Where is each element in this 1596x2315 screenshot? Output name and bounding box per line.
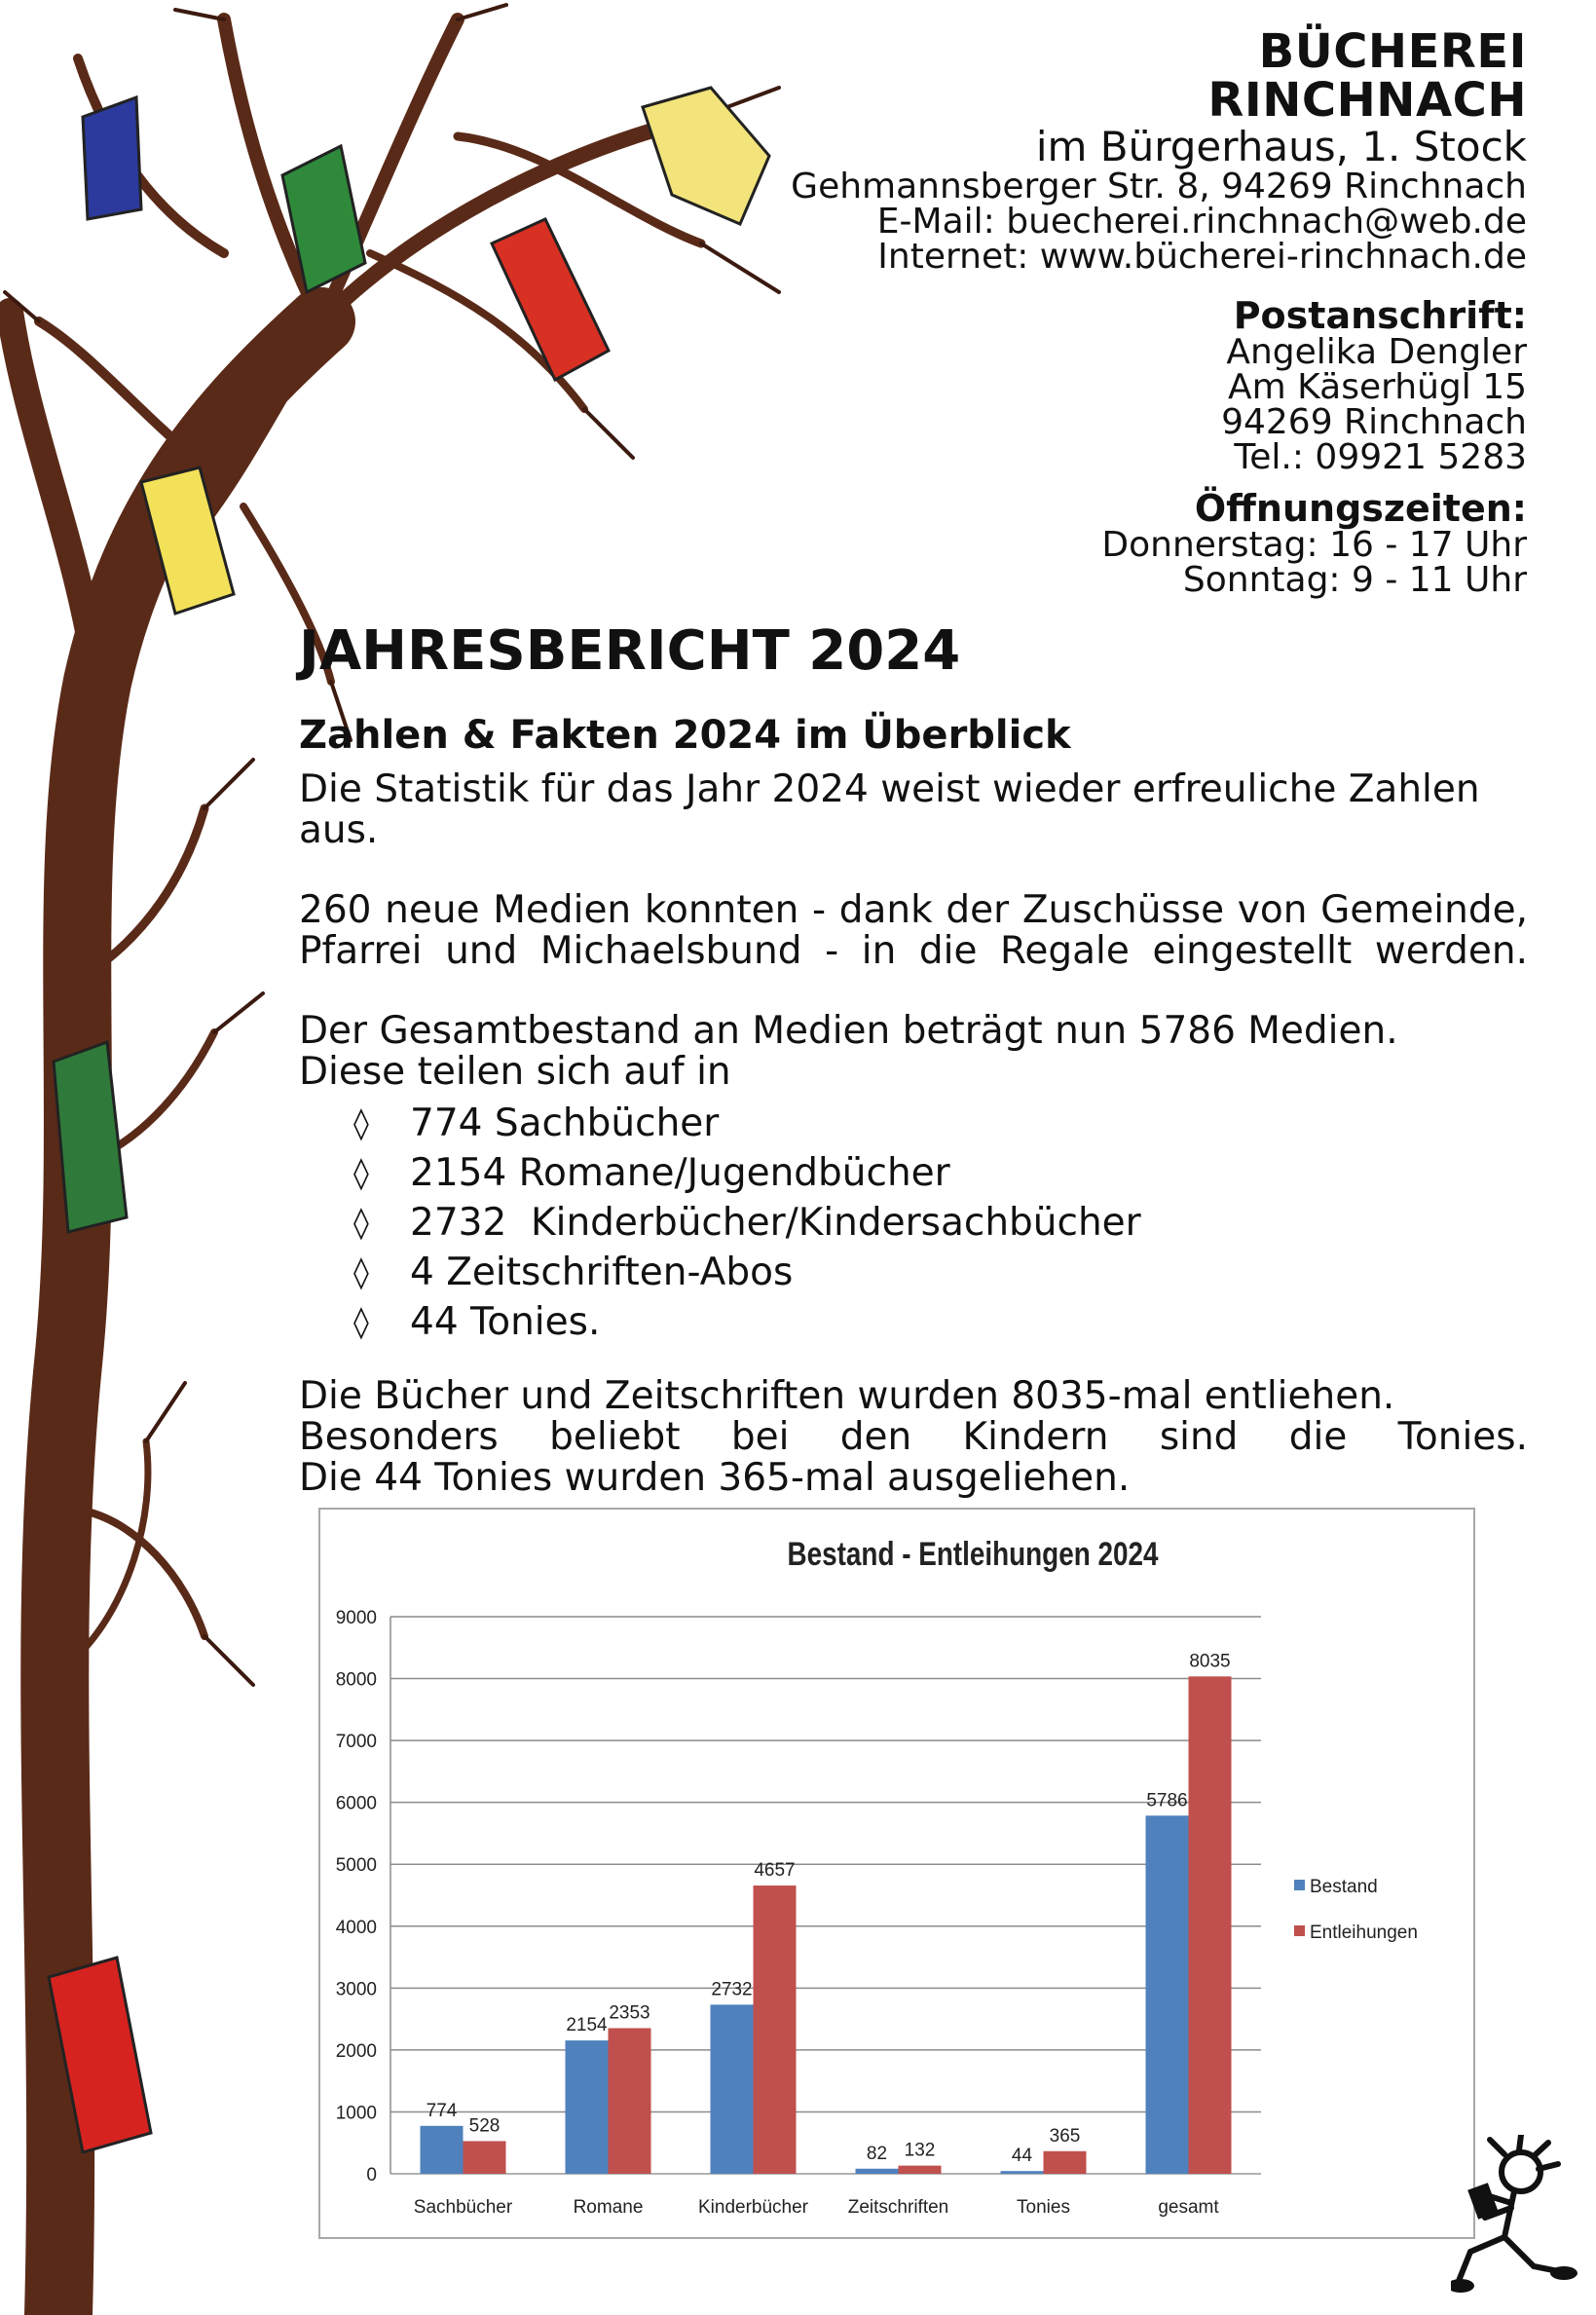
report-subtitle: Zahlen & Fakten 2024 im Überblick — [299, 713, 1071, 758]
postal-street: Am Käserhügl 15 — [1228, 367, 1527, 407]
data-label: 2154 — [566, 2015, 608, 2036]
paragraph-new-media-line-2: Pfarrei und Michaelsbund - in die Regale eingestellt werden. — [299, 929, 1528, 973]
paragraph-loans-line-3: Die 44 Tonies wurden 365-mal ausgeliehen. — [299, 1456, 1131, 1500]
hours-line-1: Donnerstag: 16 - 17 Uhr — [1101, 525, 1527, 565]
x-tick-label: Zeitschriften — [847, 2197, 949, 2218]
bar-bestand — [1001, 2171, 1044, 2174]
data-label: 528 — [468, 2115, 501, 2137]
x-tick-label: Sachbücher — [413, 2197, 513, 2218]
postal-phone: Tel.: 09921 5283 — [1234, 437, 1527, 477]
hours-title: Öffnungszeiten: — [1194, 487, 1527, 530]
list-item: ◊ 4 Zeitschriften-Abos — [353, 1248, 1528, 1297]
data-label: 365 — [1049, 2125, 1081, 2147]
bar-entleihungen — [899, 2166, 942, 2174]
x-tick-label: Romane — [573, 2197, 644, 2218]
bar-bestand — [856, 2169, 899, 2174]
data-label: 774 — [426, 2100, 458, 2121]
y-tick-label: 1000 — [335, 2103, 377, 2124]
library-website: Internet: www.bücherei-rinchnach.de — [877, 237, 1527, 277]
library-name-line2: RINCHNACH — [1207, 73, 1527, 128]
list-item: ◊ 2154 Romane/Jugendbücher — [353, 1148, 1528, 1198]
postal-name: Angelika Dengler — [1226, 332, 1527, 372]
list-item: ◊ 44 Tonies. — [353, 1297, 1528, 1347]
bar-entleihungen — [464, 2141, 506, 2174]
y-tick-label: 5000 — [335, 1855, 377, 1877]
data-label: 4657 — [754, 1860, 796, 1882]
data-label: 44 — [1011, 2146, 1033, 2167]
bar-bestand — [1146, 1815, 1189, 2174]
bar-bestand — [421, 2126, 464, 2174]
bar-bestand — [566, 2040, 609, 2174]
library-name-line1: BÜCHEREI — [1258, 24, 1527, 79]
chart-canvas — [320, 1510, 1473, 2237]
bar-entleihungen — [1044, 2151, 1087, 2174]
legend-swatch — [1294, 1925, 1305, 1936]
report-body — [299, 616, 1528, 1499]
library-street: Gehmannsberger Str. 8, 94269 Rinchnach — [791, 167, 1527, 206]
data-label: 82 — [866, 2143, 888, 2164]
list-item: ◊ 774 Sachbücher — [353, 1099, 1528, 1148]
bar-entleihungen — [1189, 1676, 1232, 2174]
x-tick-label: Kinderbücher — [697, 2197, 809, 2218]
hours-line-2: Sonntag: 9 - 11 Uhr — [1182, 560, 1527, 600]
paragraph-inventory-line-1: Der Gesamtbestand an Medien beträgt nun 5786 Medien. — [299, 1009, 1398, 1053]
legend-label: Bestand — [1310, 1877, 1378, 1897]
legend-label: Entleihungen — [1310, 1923, 1418, 1943]
data-label: 2732 — [711, 1979, 753, 2000]
data-label: 132 — [904, 2140, 936, 2161]
report-title: JAHRESBERICHT 2024 — [299, 619, 961, 683]
bullet-icon: ◊ — [353, 1303, 369, 1340]
bullet-icon: ◊ — [353, 1253, 369, 1290]
bullet-icon: ◊ — [353, 1154, 369, 1191]
list-item: ◊ 2732 Kinderbücher/Kindersachbücher — [353, 1198, 1528, 1248]
y-tick-label: 9000 — [335, 1608, 377, 1628]
x-tick-label: Tonies — [1017, 2197, 1070, 2218]
bullet-icon: ◊ — [353, 1204, 369, 1241]
library-location: im Bürgerhaus, 1. Stock — [1035, 123, 1527, 170]
reading-figure-illustration — [1451, 2135, 1577, 2300]
data-label: 8035 — [1189, 1651, 1231, 1672]
paragraph-loans-line-1: Die Bücher und Zeitschriften wurden 8035-mal entliehen. — [299, 1374, 1395, 1418]
bar-entleihungen — [609, 2028, 651, 2174]
data-label: 2353 — [609, 2002, 650, 2024]
chart-title: Bestand - Entleihungen 2024 — [787, 1535, 1159, 1573]
paragraph-statistics: Die Statistik für das Jahr 2024 weist wieder erfreuliche Zahlen aus. — [299, 767, 1480, 852]
x-tick-label: gesamt — [1158, 2197, 1219, 2218]
postal-title: Postanschrift: — [1233, 294, 1527, 337]
y-tick-label: 4000 — [335, 1917, 377, 1938]
legend-swatch — [1294, 1880, 1305, 1890]
data-label: 5786 — [1146, 1790, 1188, 1811]
bullet-icon: ◊ — [353, 1104, 369, 1141]
paragraph-new-media-line-1: 260 neue Medien konnten - dank der Zuschüsse von Gemeinde, — [299, 888, 1528, 932]
bar-bestand — [711, 2004, 754, 2174]
library-header — [791, 24, 1527, 600]
bar-entleihungen — [754, 1886, 797, 2174]
postal-city: 94269 Rinchnach — [1221, 402, 1527, 442]
library-email: E-Mail: buecherei.rinchnach@web.de — [876, 202, 1527, 242]
y-tick-label: 0 — [366, 2165, 377, 2185]
y-tick-label: 3000 — [335, 1979, 377, 2000]
y-tick-label: 2000 — [335, 2040, 377, 2062]
bar-chart — [318, 1508, 1475, 2239]
y-tick-label: 8000 — [335, 1669, 377, 1691]
inventory-list — [299, 1099, 1528, 1347]
y-tick-label: 6000 — [335, 1793, 377, 1814]
paragraph-inventory-line-2: Diese teilen sich auf in — [299, 1050, 731, 1094]
y-tick-label: 7000 — [335, 1732, 377, 1753]
paragraph-loans-line-2: Besonders beliebt bei den Kindern sind die Tonies. — [299, 1415, 1528, 1459]
